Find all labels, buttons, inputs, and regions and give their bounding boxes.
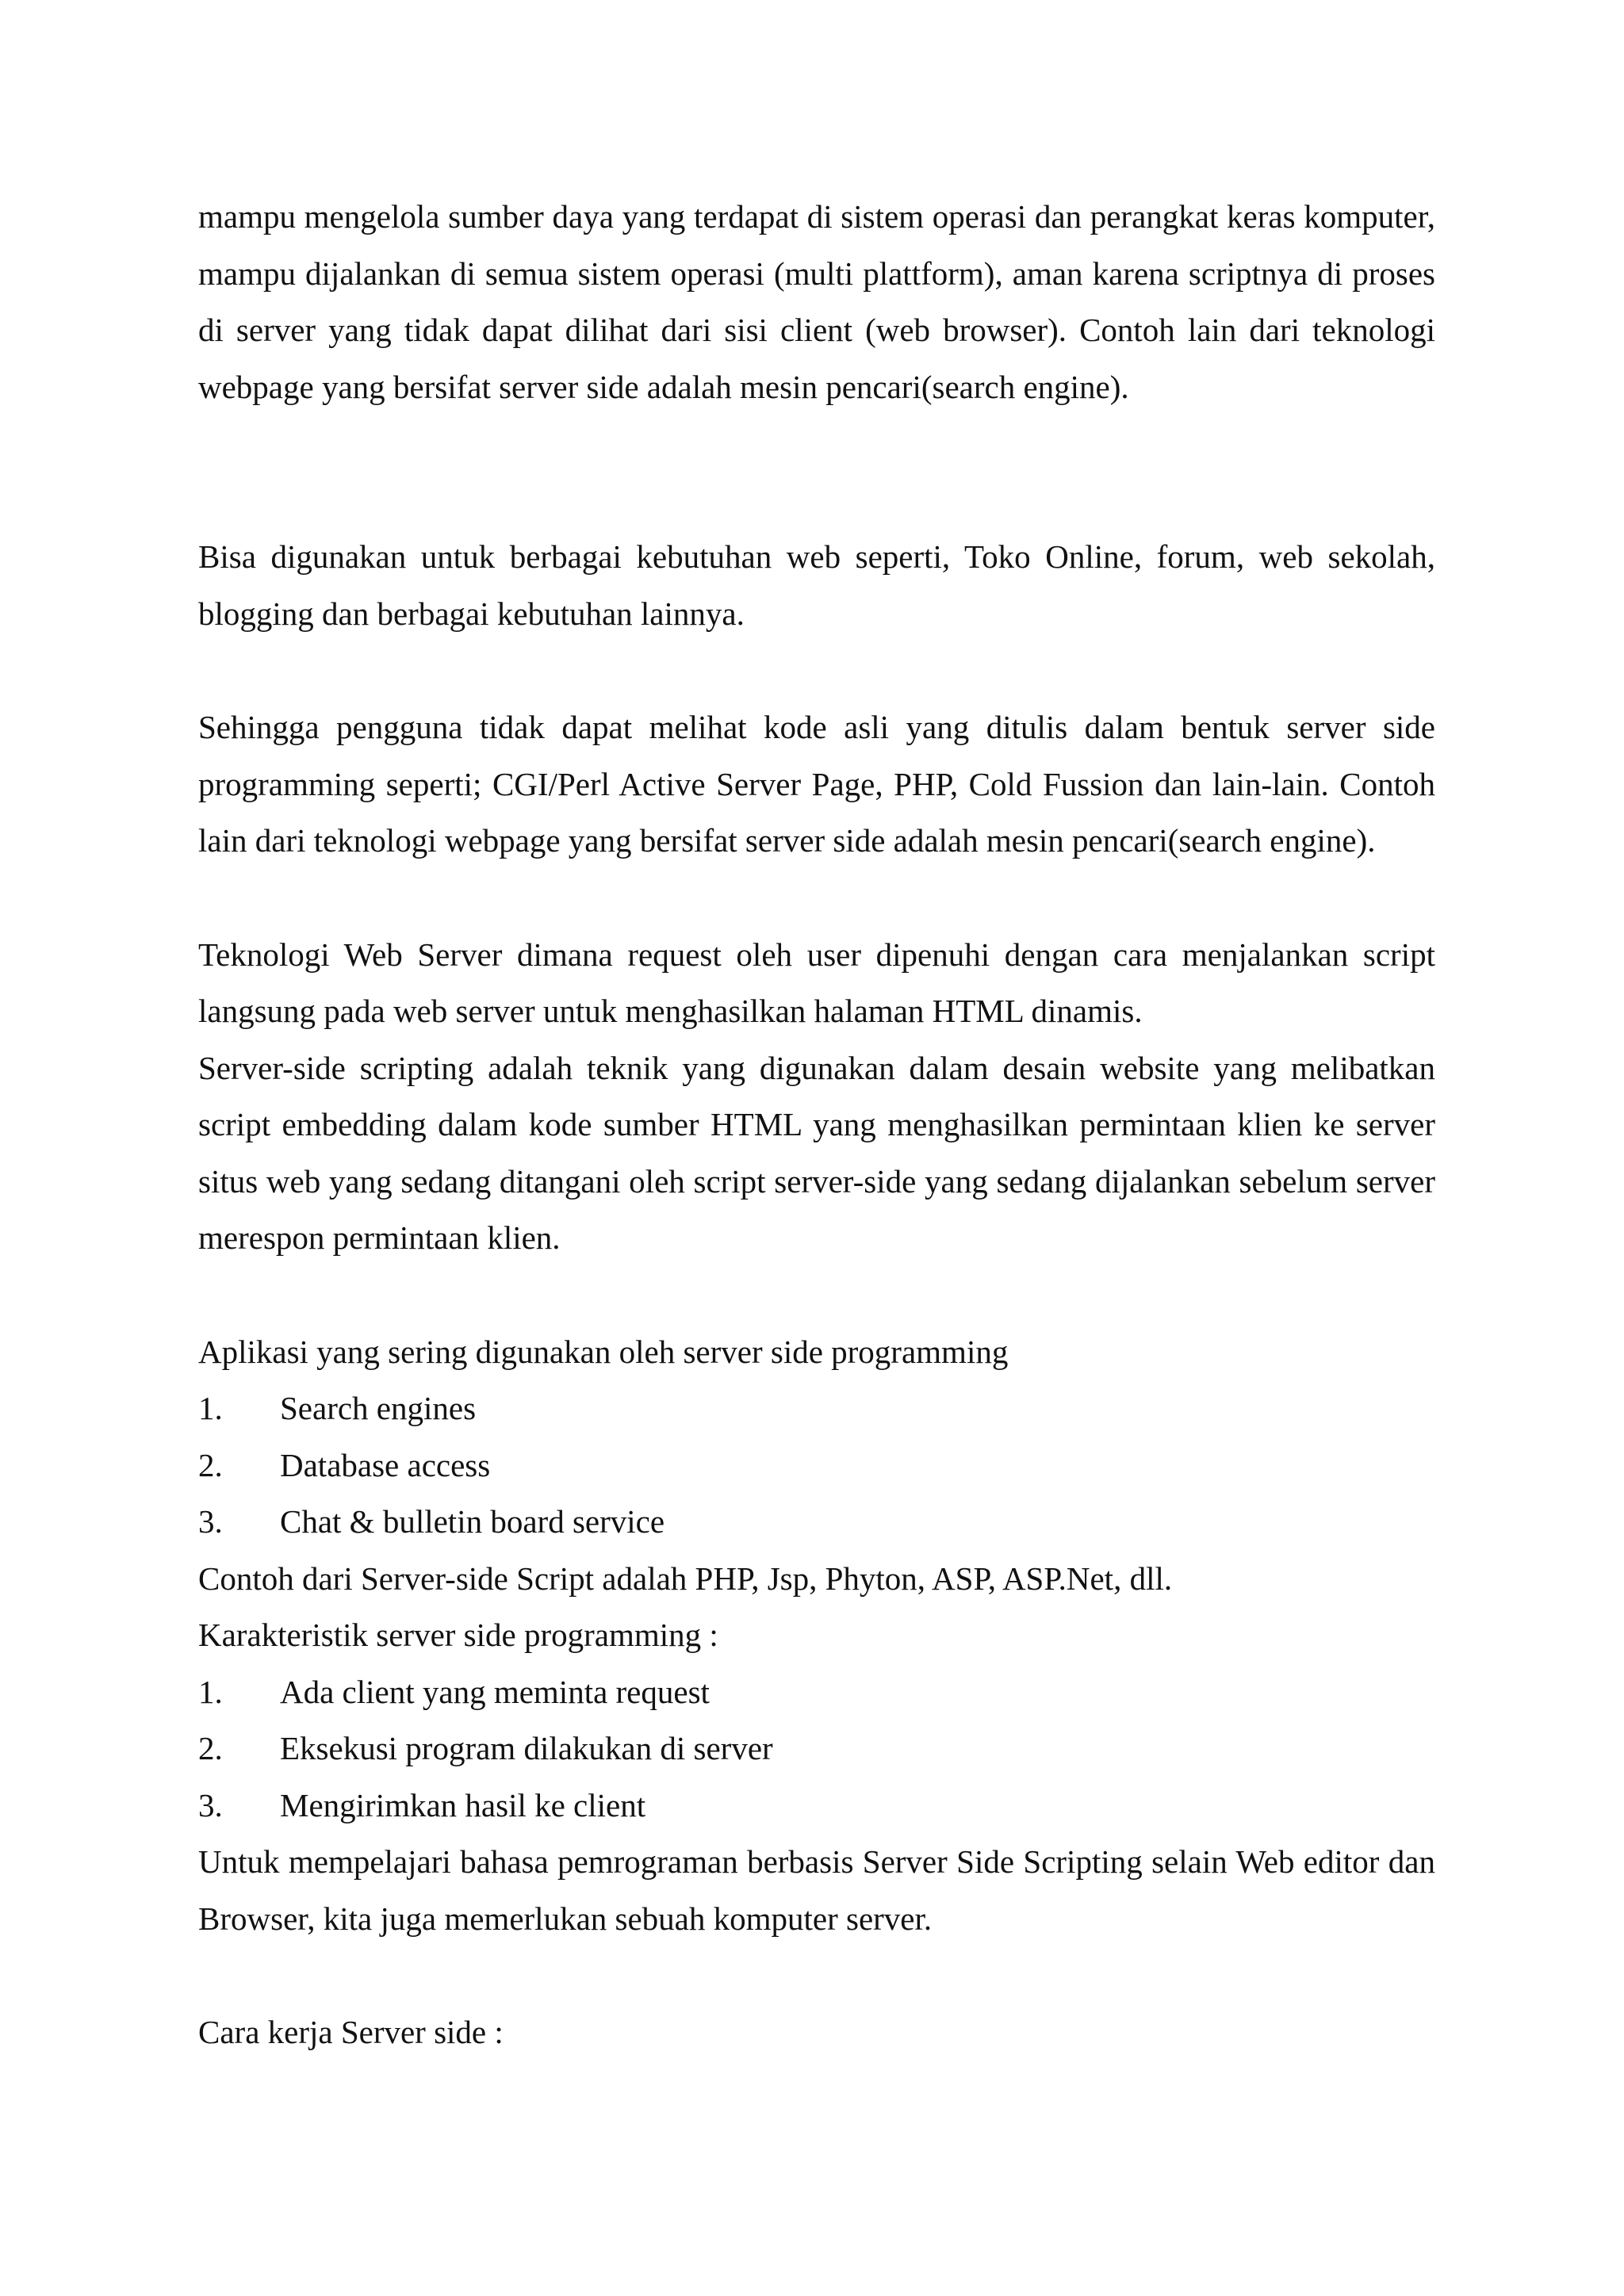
paragraph-usage: Bisa digunakan untuk berbagai kebutuhan web seperti, Toko Online, forum, web sekolah, blogging dan berbagai kebutuhan lainnya. (198, 538, 1435, 632)
list-item (198, 1380, 1435, 1437)
list-item-text: Eksekusi program dilakukan di server (280, 1730, 773, 1766)
list-item-text: Search engines (280, 1390, 477, 1426)
paragraph-web-server-tech: Teknologi Web Server dimana request oleh user dipenuhi dengan cara menjalankan script langsung pada web server untuk menghasilkan halaman HTML dinamis. (198, 936, 1435, 1029)
list-item-text: Database access (280, 1446, 491, 1483)
list-item-number: 2. (198, 1446, 223, 1483)
list-item-number: 1. (198, 1390, 223, 1426)
paragraph-applications-heading: Aplikasi yang sering digunakan oleh server side programming (198, 1333, 1009, 1370)
paragraph-script-examples: Contoh dari Server-side Script adalah PHP, Jsp, Phyton, ASP, ASP.Net, dll. (198, 1559, 1173, 1597)
list-item-number: 1. (198, 1673, 223, 1710)
paragraph-hidden-source: Sehingga pengguna tidak dapat melihat kode asli yang ditulis dalam bentuk server side programming seperti; CGI/Perl Active Server Page, PHP, Cold Fussion dan lain-lain. Contoh lain dari teknologi webpage yang bersifat server side adalah mesin pencari(search engine). (198, 709, 1435, 859)
list-item (198, 1437, 1435, 1494)
list-item-text: Ada client yang meminta request (280, 1673, 710, 1710)
list-item (198, 1777, 1435, 1835)
document-body (198, 189, 1435, 2061)
list-item (198, 1494, 1435, 1551)
applications-list (198, 1380, 1435, 1551)
paragraph-server-side-scripting: Server-side scripting adalah teknik yang digunakan dalam desain website yang melibatkan script embedding dalam kode sumber HTML yang menghasilkan permintaan klien ke server situs web yang sedang ditangani oleh script server-side yang sedang dijalankan sebelum server merespon permintaan klien. (198, 1049, 1435, 1256)
list-item-number: 3. (198, 1786, 223, 1823)
list-item (198, 1720, 1435, 1777)
paragraph-learning-requirements: Untuk mempelajari bahasa pemrograman berbasis Server Side Scripting selain Web editor dan Browser, kita juga memerlukan sebuah komputer server. (198, 1843, 1435, 1937)
list-item (198, 1664, 1435, 1721)
list-item-text: Chat & bulletin board service (280, 1503, 665, 1540)
paragraph-server-capabilities: mampu mengelola sumber daya yang terdapat di sistem operasi dan perangkat keras komputer, mampu dijalankan di semua sistem operasi (multi plattform), aman karena scriptnya di proses di server yang tidak dapat dilihat dari sisi client (web browser). Contoh lain dari teknologi webpage yang bersifat server side adalah mesin pencari(search engine). (198, 198, 1435, 405)
list-item-number: 2. (198, 1730, 223, 1766)
characteristics-list (198, 1664, 1435, 1835)
list-item-text: Mengirimkan hasil ke client (280, 1786, 646, 1823)
paragraph-characteristics-heading: Karakteristik server side programming : (198, 1617, 718, 1653)
paragraph-how-it-works-heading: Cara kerja Server side : (198, 2014, 504, 2050)
list-item-number: 3. (198, 1503, 223, 1540)
